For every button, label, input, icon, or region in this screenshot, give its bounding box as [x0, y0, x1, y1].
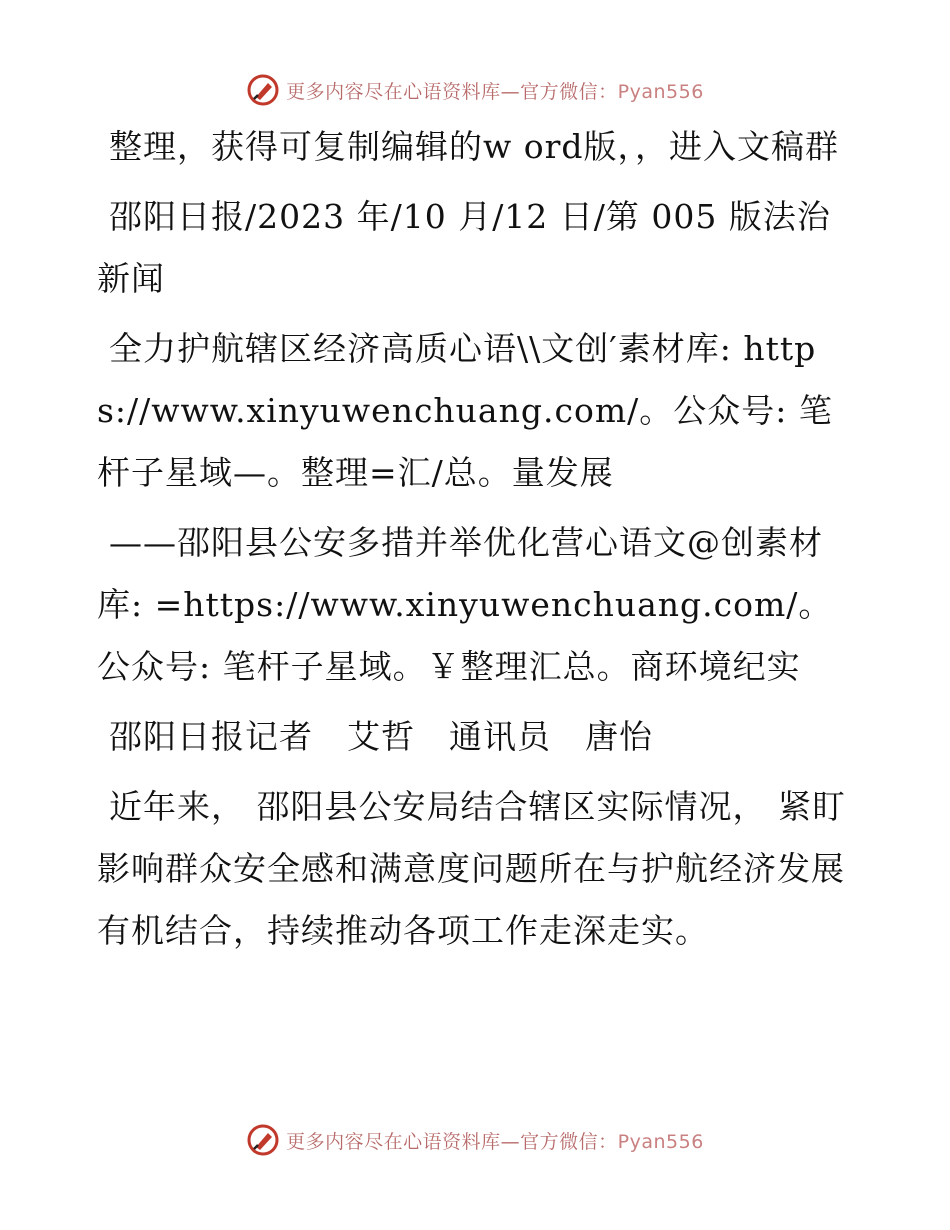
paragraph-intro: 整理，获得可复制编辑的w ord版，，进入文稿群 [109, 127, 840, 166]
pen-nib-circle-icon [246, 1123, 280, 1157]
paragraph-source: 邵阳日报/2023 年/10 月/12 日/第 005 版法治新闻 [97, 197, 831, 298]
watermark-text: 更多内容尽在心语资料库—官方微信：Pyan556 [286, 80, 704, 103]
pen-nib-circle-icon [246, 73, 280, 107]
paragraph-byline: 邵阳日报记者 艾哲 通讯员 唐怡 [109, 717, 653, 756]
paragraph-body: 近年来， 邵阳县公安局结合辖区实际情况， 紧盯影响群众安全感和满意度问题所在与护航经济发展有机结合，持续推动各项工作走深走实。 [97, 787, 846, 950]
paragraph-subheadline: ——邵阳县公安多措并举优化营心语文@创素材库: =https://www.xinyuwenchuang.com/。公众号: 笔杆子星域。￥整理汇总。商环境纪实 [97, 523, 833, 686]
header-watermark [0, 70, 950, 110]
paragraph-headline: 全力护航辖区经济高质心语\\文创′素材库: https://www.xinyuwenchuang.com/。公众号: 笔杆子星域—。整理=汇/总。量发展 [97, 329, 833, 492]
watermark-text: 更多内容尽在心语资料库—官方微信：Pyan556 [286, 1130, 704, 1153]
footer-watermark [0, 1120, 950, 1160]
document-body [97, 116, 857, 970]
